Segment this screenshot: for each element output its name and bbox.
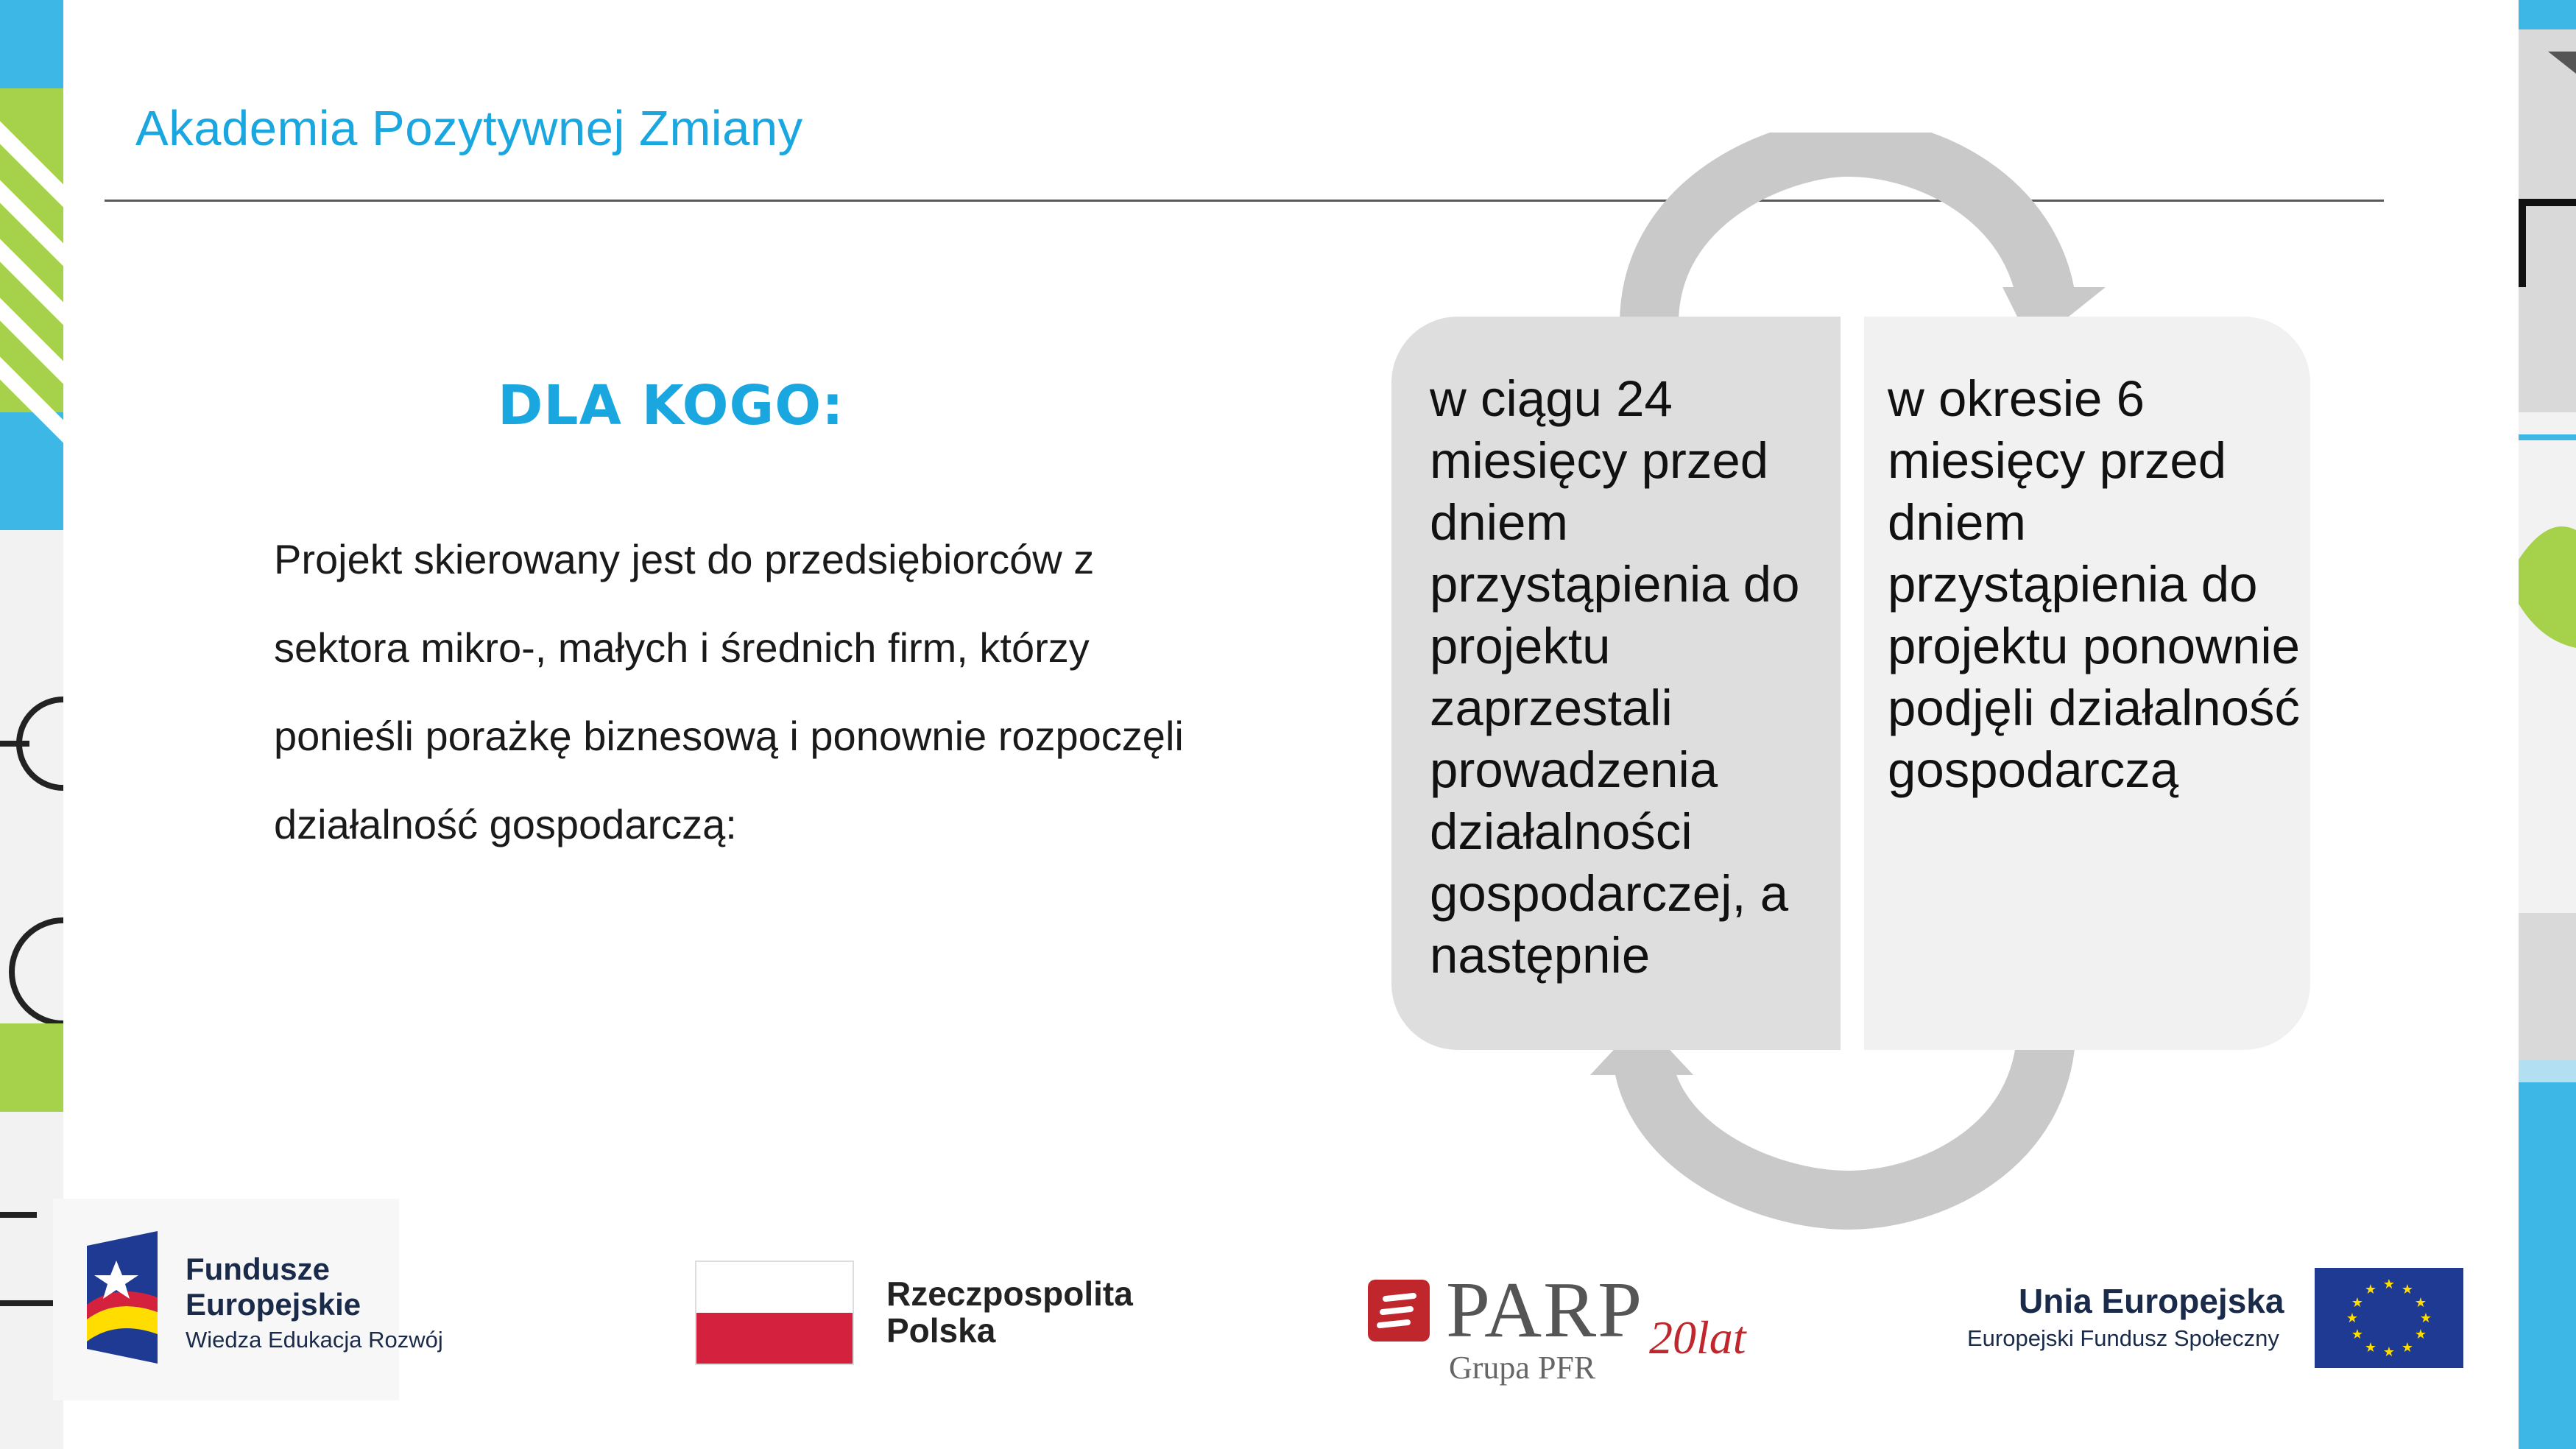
svg-text:★: ★ (2364, 1340, 2377, 1355)
svg-text:★: ★ (2401, 1340, 2414, 1355)
parp-anniversary-text: 20lat (1649, 1311, 1746, 1364)
pl-line2: Polska (886, 1311, 996, 1350)
fundusze-europejskie-title (186, 1252, 361, 1322)
fe-title-line2: Europejskie (186, 1287, 361, 1322)
top-cycle-arrow-icon (1649, 147, 2047, 324)
section-heading: DLA KOGO: (498, 374, 844, 437)
unia-europejska-title: Unia Europejska (2019, 1282, 2284, 1320)
svg-text:★: ★ (2351, 1295, 2364, 1311)
svg-text:★: ★ (2382, 1344, 2396, 1360)
page-title: Akademia Pozytywnej Zmiany (135, 101, 803, 156)
svg-text:★: ★ (2351, 1327, 2364, 1342)
poland-flag-icon (695, 1261, 854, 1365)
svg-text:★: ★ (2364, 1282, 2377, 1297)
svg-text:★: ★ (2414, 1327, 2427, 1342)
parp-logo-text: PARP (1446, 1266, 1644, 1354)
fundusze-europejskie-flag-icon (87, 1231, 158, 1364)
unia-europejska-subtitle: Europejski Fundusz Społeczny (1967, 1325, 2279, 1351)
parp-logo-icon (1368, 1280, 1430, 1342)
svg-text:★: ★ (2414, 1295, 2427, 1311)
pl-line1: Rzeczpospolita (886, 1275, 1133, 1313)
eu-flag-icon (2315, 1268, 2463, 1368)
svg-text:★: ★ (2346, 1311, 2359, 1326)
fundusze-europejskie-subtitle: Wiedza Edukacja Rozwój (186, 1327, 443, 1353)
bottom-cycle-arrow-icon (1642, 1023, 2047, 1200)
cycle-box-right: w okresie 6 miesięcy przed dniem przystąpienia do projektu ponownie podjęli działalność gospodarczą (1864, 317, 2310, 1050)
rzeczpospolita-polska-label (886, 1275, 1133, 1349)
cycle-box-left: w ciągu 24 miesięcy przed dniem przystąpienia do projektu zaprzestali prowadzenia działalności gospodarczej, a następnie (1391, 317, 1841, 1050)
right-decorative-strip (2519, 0, 2576, 1449)
svg-text:★: ★ (2401, 1282, 2414, 1297)
svg-text:★: ★ (2419, 1311, 2432, 1326)
intro-paragraph: Projekt skierowany jest do przedsiębiorców z sektora mikro-, małych i średnich firm, którzy ponieśli porażkę biznesową i ponownie rozpoczęli działalność gospodarczą: (274, 536, 1184, 847)
parp-group-text: Grupa PFR (1449, 1350, 1596, 1386)
fe-title-line1: Fundusze (186, 1252, 330, 1286)
right-decoration-graphic (2519, 0, 2576, 1449)
svg-text:★: ★ (2382, 1277, 2396, 1292)
